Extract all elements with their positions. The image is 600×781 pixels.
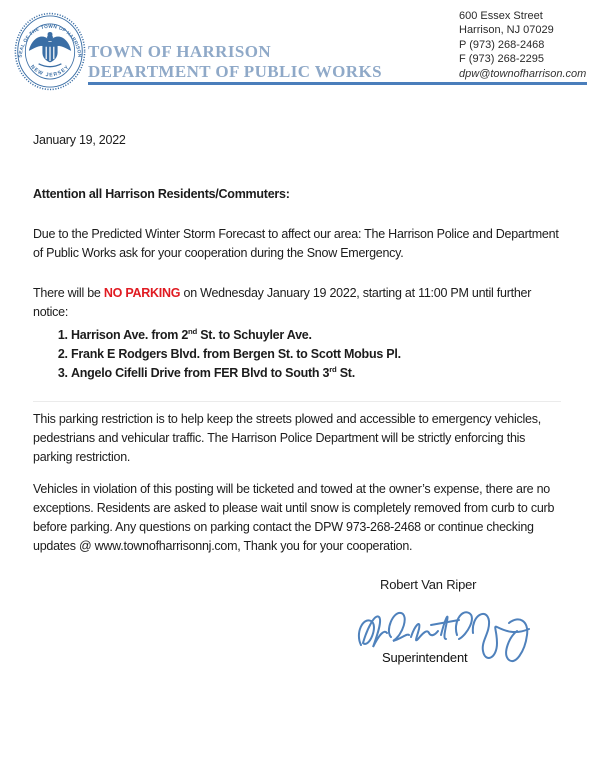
restricted-streets-list <box>55 326 561 383</box>
para-violation: Vehicles in violation of this posting will be ticketed and towed at the owner’s expense, there are no exceptions. Residents are asked to please wait until snow is completely removed from curb to curb before parking. Any questions on parking contact the DPW 973-268-2468 or continue checking updates @ www.townofharrisonnj.com, Thank you for your cooperation. <box>33 482 555 553</box>
street-item-3-text: Angelo Cifelli Drive from FER Blvd to South 3 <box>71 366 330 380</box>
seal-ring-text-bottom: NEW JERSEY <box>29 63 71 79</box>
no-parking-post: on Wednesday January 19 2022, starting at 11:00 PM until further notice: <box>33 286 532 319</box>
contact-email: dpw@townofharrison.com <box>459 67 587 80</box>
org-department: DEPARTMENT OF PUBLIC WORKS <box>88 62 382 81</box>
contact-address-line2: Harrison, NJ 07029 <box>459 24 554 37</box>
no-parking-pre: There will be <box>33 286 104 300</box>
org-title <box>88 42 382 82</box>
letter-body <box>33 131 561 690</box>
street-item-1-rest: St. to Schuyler Ave. <box>197 328 312 342</box>
town-seal-icon <box>13 11 87 92</box>
para-no-parking <box>33 284 561 322</box>
para-forecast: Due to the Predicted Winter Storm Forecast to affect our area: The Harrison Police and Department of Public Works ask for your cooperation during the Snow Emergency. <box>33 227 559 260</box>
street-item-1-sup: nd <box>188 326 197 336</box>
signer-name: Robert Van Riper <box>380 577 477 592</box>
street-item-3-sup: rd <box>329 364 337 374</box>
seal-ring-text-top: SEAL OF THE TOWN OF HARRISON <box>18 24 82 58</box>
street-item-1-text: Harrison Ave. from 2 <box>71 328 189 342</box>
seal-eagle-shield-icon <box>29 32 71 67</box>
section-divider <box>33 401 561 402</box>
street-item-2-text: Frank E Rodgers Blvd. from Bergen St. to Scott Mobus Pl. <box>71 347 401 361</box>
street-item-1 <box>71 326 561 345</box>
signer-title: Superintendent <box>382 650 468 665</box>
letter-date: January 19, 2022 <box>33 133 126 147</box>
org-name: TOWN OF HARRISON <box>88 42 272 61</box>
street-item-3 <box>71 364 561 383</box>
contact-address-line1: 600 Essex Street <box>459 10 543 22</box>
para-restriction: This parking restriction is to help keep the streets plowed and accessible to emergency vehicles, pedestrians and vehicular traffic. The Harrison Police Department will be strictly enforcing this parking restriction. <box>33 412 541 464</box>
contact-block <box>459 9 586 81</box>
signature-block <box>33 575 561 690</box>
no-parking-highlight: NO PARKING <box>103 286 181 300</box>
street-item-3-rest: St. <box>336 366 355 380</box>
header-rule <box>88 82 587 85</box>
contact-phone: P (973) 268-2468 <box>459 38 545 51</box>
contact-fax: F (973) 268-2295 <box>459 53 544 66</box>
street-item-2 <box>71 345 561 364</box>
salutation: Attention all Harrison Residents/Commuters: <box>33 187 290 201</box>
